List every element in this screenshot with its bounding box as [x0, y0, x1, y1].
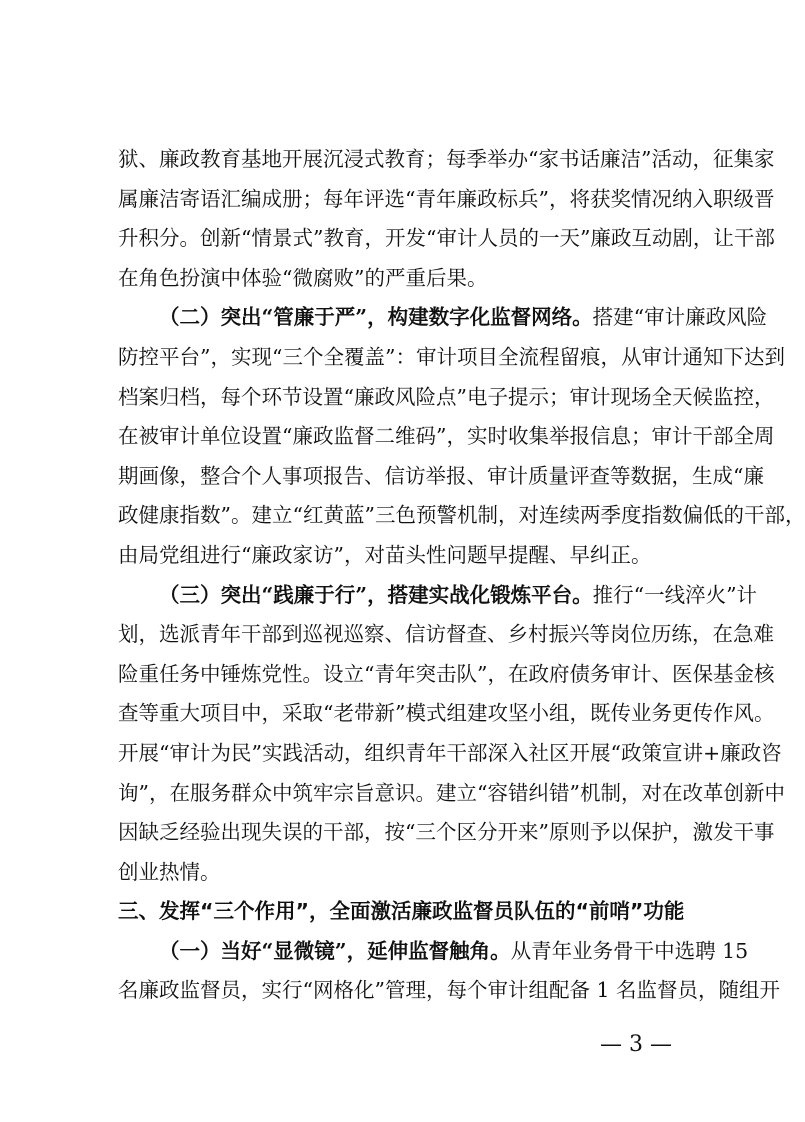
text-line: 政健康指数”。建立“红黄蓝”三色预警机制，对连续两季度指数偏低的干部， [118, 503, 805, 528]
text-line: 因缺乏经验出现失误的干部，按“三个区分开来”原则予以保护，激发干事 [118, 820, 775, 845]
text-line: 由局党组进行“廉政家访”，对苗头性问题早提醒、早纠正。 [118, 542, 652, 567]
body-text [118, 140, 805, 1011]
text-line: 升积分。创新“情景式”教育，开发“审计人员的一天”廉政互动剧，让干部 [118, 226, 775, 251]
paragraph-3-text: 推行“一线淬火”计 [592, 582, 758, 607]
paragraph-4-first-line [118, 932, 749, 972]
section-3-heading: 三、发挥“三个作用”，全面激活廉政监督员队伍的“前哨”功能 [118, 899, 685, 924]
paragraph-2-text: 搭建“审计廉政风险 [592, 305, 768, 330]
text-line: 险重任务中锤炼党性。设立“青年突击队”，在政府债务审计、医保基金核 [118, 661, 775, 686]
text-line: 在角色扮演中体验“微腐败”的严重后果。 [118, 265, 488, 290]
paragraph-2-first-line [118, 298, 768, 338]
paragraph-4-heading: （一）当好“显微镜”，延伸监督触角。 [159, 938, 511, 963]
paragraph-2-heading: （二）突出“管廉于严”，构建数字化监督网络。 [159, 305, 593, 330]
text-line: 划，选派青年干部到巡视巡察、信访督查、乡村振兴等岗位历练，在急难 [118, 622, 774, 647]
page-number: — 3 — [600, 1032, 672, 1057]
text-line: 防控平台”，实现“三个全覆盖”：审计项目全流程留痕，从审计通知下达到 [118, 344, 785, 369]
text-line: 查等重大项目中，采取“老带新”模式组建攻坚小组，既传业务更传作风。 [118, 701, 775, 726]
text-line: 在被审计单位设置“廉政监督二维码”，实时收集举报信息；审计干部全周 [118, 424, 775, 449]
text-line: 属廉洁寄语汇编成册；每年评选“青年廉政标兵”，将获奖情况纳入职级晋 [118, 186, 775, 211]
text-line: 名廉政监督员，实行“网格化”管理，每个审计组配备 1 名监督员，随组开 [118, 978, 781, 1003]
paragraph-3-heading: （三）突出“践廉于行”，搭建实战化锻炼平台。 [159, 582, 593, 607]
text-line: 开展“审计为民”实践活动，组织青年干部深入社区开展“政策宣讲+廉政咨 [118, 740, 782, 765]
text-line: 档案归档，每个环节设置“廉政风险点”电子提示；审计现场全天候监控， [118, 384, 775, 409]
text-line: 期画像，整合个人事项报告、信访举报、审计质量评查等数据，生成“廉 [118, 463, 764, 488]
text-line: 询”，在服务群众中筑牢宗旨意识。建立“容错纠错”机制，对在改革创新中 [118, 780, 785, 805]
text-line: 创业热情。 [118, 859, 221, 884]
paragraph-4-text: 从青年业务骨干中选聘 15 [510, 938, 749, 963]
text-line: 狱、廉政教育基地开展沉浸式教育；每季举办“家书话廉洁”活动，征集家 [118, 147, 775, 171]
paragraph-3-first-line [118, 576, 758, 616]
